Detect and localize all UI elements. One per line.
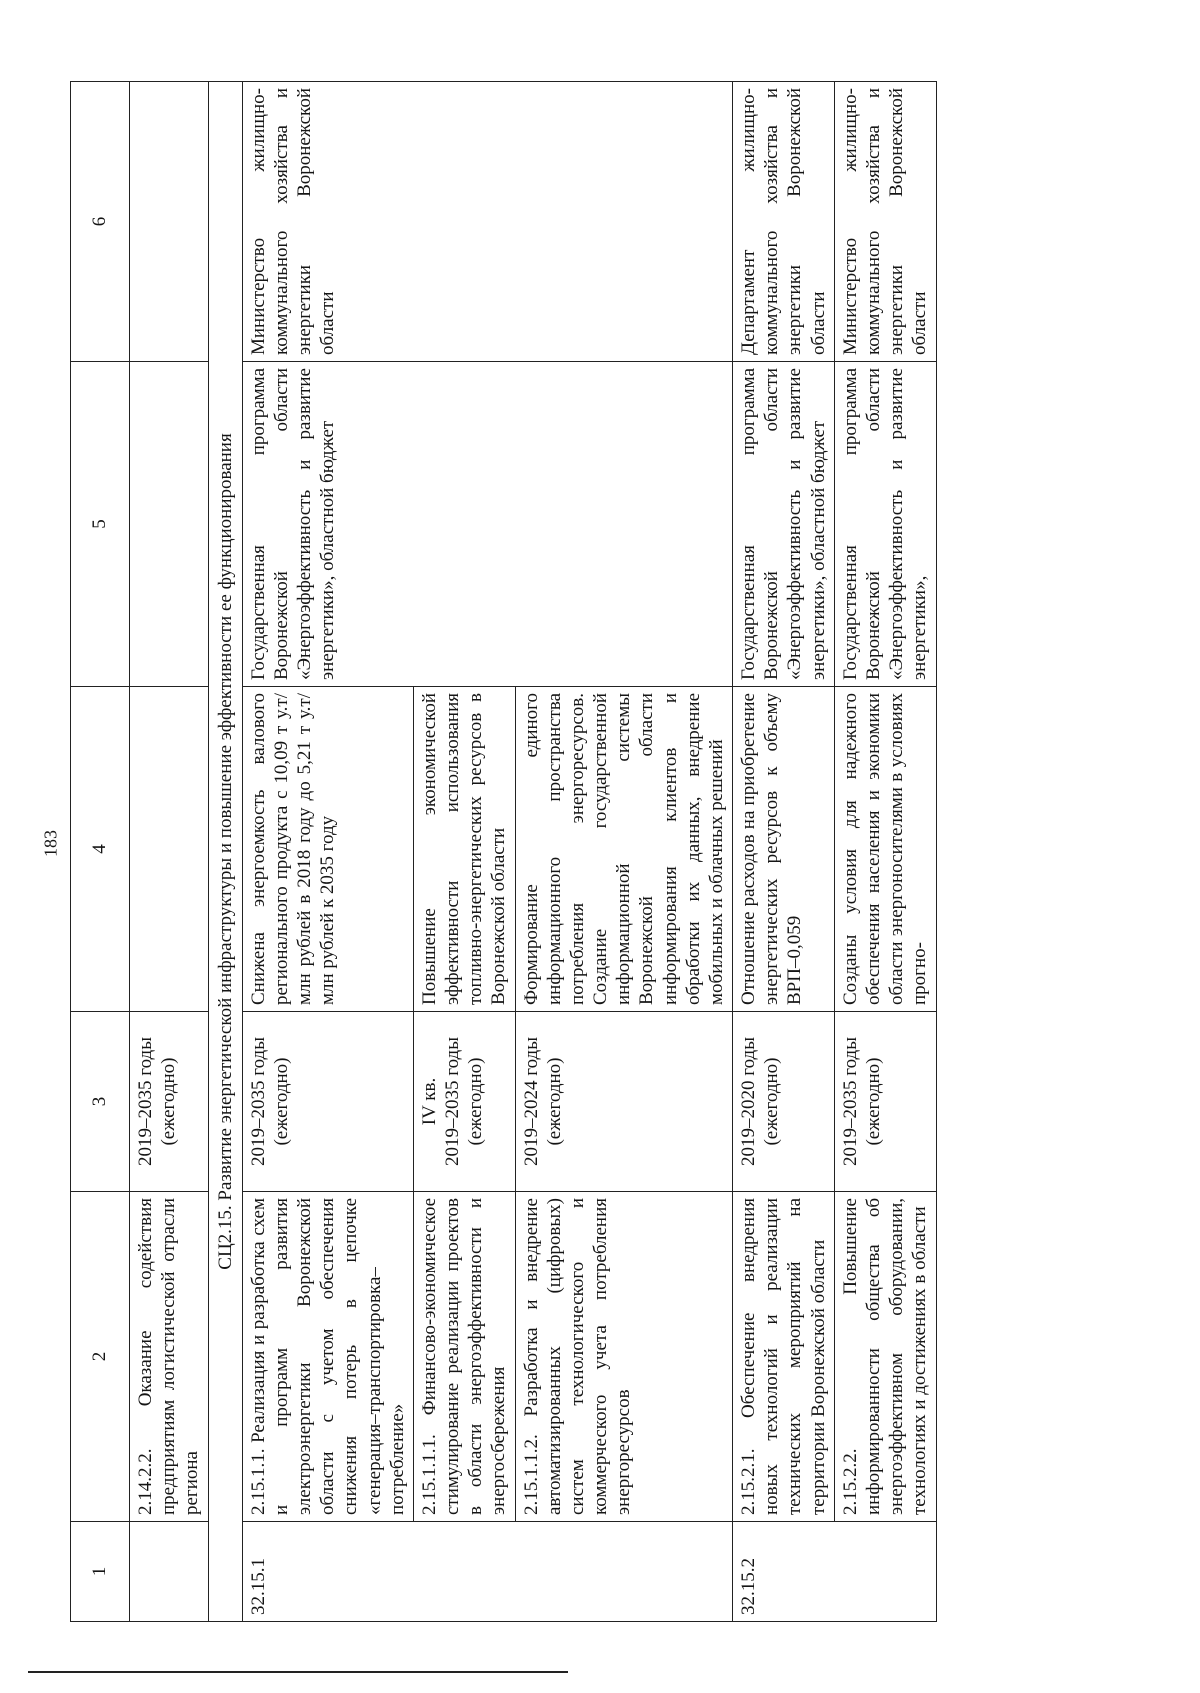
cell-result: Формирование единого информационного пространства потребления энергоресурсов. Создание государственной информационной системы Воронежской области информирования клиентов и обработки их данных, внедрение мобильных и облачных решений [515, 687, 733, 1012]
term-frequency: (ежегодно) [465, 1057, 487, 1146]
section-row [208, 82, 242, 1622]
cell-code: 32.15.2 [733, 1522, 936, 1622]
term-years: 2019–2035 годы [442, 1037, 464, 1166]
section-title: СЦ2.15. Развитие энергетической инфраструктуры и повышение эффективности ее функционирования [208, 82, 242, 1622]
term-quarter: IV кв. [418, 1077, 440, 1126]
col-header-2: 2 [71, 1192, 130, 1522]
cell-term [413, 1012, 515, 1192]
table-row [834, 82, 936, 1622]
table-row-prev [130, 82, 209, 1622]
measures-table [70, 81, 937, 1622]
col-header-4: 4 [71, 687, 130, 1012]
cell-term: 2019–2035 годы (ежегодно) [130, 1012, 209, 1192]
cell-responsible-empty [130, 82, 209, 362]
cell-source: Государственная программа Воронежской области «Энергоэффективность и развитие энергетики», областной бюджет [733, 362, 835, 687]
cell-responsible: Министерство жилищно-коммунального хозяйства и энергетики Воронежской области [834, 82, 936, 362]
cell-measure: 2.15.1.1.2. Разработка и внедрение автоматизированных (цифровых) систем технологического и коммерческого учета потребления энергоресурсов [515, 1192, 733, 1522]
cell-responsible: Министерство жилищно-коммунального хозяйства и энергетики Воронежской области [242, 82, 732, 362]
header-row [71, 82, 130, 1622]
cell-result: Созданы условия для надежного обеспечения населения и экономики области энергоносителями в условиях прогно- [834, 687, 936, 1012]
cell-code-empty [130, 1522, 209, 1622]
cell-code: 32.15.1 [242, 1522, 732, 1622]
cell-source: Государственная программа Воронежской области «Энергоэффективность и развитие энергетики», [834, 362, 936, 687]
cell-term: 2019–2020 годы (ежегодно) [733, 1012, 835, 1192]
table-row [242, 82, 413, 1622]
table-row [733, 82, 835, 1622]
cell-result: Отношение расходов на приобретение энергетических ресурсов к объему ВРП–0,059 [733, 687, 835, 1012]
cell-term: 2019–2024 годы (ежегодно) [515, 1012, 733, 1192]
col-header-5: 5 [71, 362, 130, 687]
cell-measure: 2.15.1.1.1. Финансово-экономическое стимулирование реализации проектов в области энергоэффективности и энергосбережения [413, 1192, 515, 1522]
col-header-1: 1 [71, 1522, 130, 1622]
col-header-6: 6 [71, 82, 130, 362]
cell-result-empty [130, 687, 209, 1012]
cell-measure: 2.14.2.2. Оказание содействия предприятиям логистической отрасли региона [130, 1192, 209, 1522]
rotated-table-container [70, 82, 1050, 1622]
cell-term: 2019–2035 годы (ежегодно) [834, 1012, 936, 1192]
cell-result: Снижена энергоемкость валового регионального продукта с 10,09 т у.т/млн рублей в 2018 году до 5,21 т у.т/млн рублей к 2035 году [242, 687, 413, 1012]
page-number: 183 [40, 830, 61, 857]
cell-responsible: Департамент жилищно-коммунального хозяйства и энергетики Воронежской области [733, 82, 835, 362]
bottom-rule [28, 1671, 568, 1673]
cell-result: Повышение экономической эффективности использования топливно-энергетических ресурсов в Воронежской области [413, 687, 515, 1012]
cell-source: Государственная программа Воронежской области «Энергоэффективность и развитие энергетики», областной бюджет [242, 362, 732, 687]
cell-measure: 2.15.2.2. Повышение информированности общества об энергоэффективном оборудовании, технологиях и достижениях в области [834, 1192, 936, 1522]
cell-source-empty [130, 362, 209, 687]
cell-term: 2019–2035 годы (ежегодно) [242, 1012, 413, 1192]
cell-measure: 2.15.1.1. Реализация и разработка схем и программ развития электроэнергетики Воронежской области с учетом обеспечения снижения потерь в цепочке «генерация–транспортировка–потребление» [242, 1192, 413, 1522]
col-header-3: 3 [71, 1012, 130, 1192]
cell-measure: 2.15.2.1. Обеспечение внедрения новых технологий и реализации технических мероприятий на территории Воронежской области [733, 1192, 835, 1522]
